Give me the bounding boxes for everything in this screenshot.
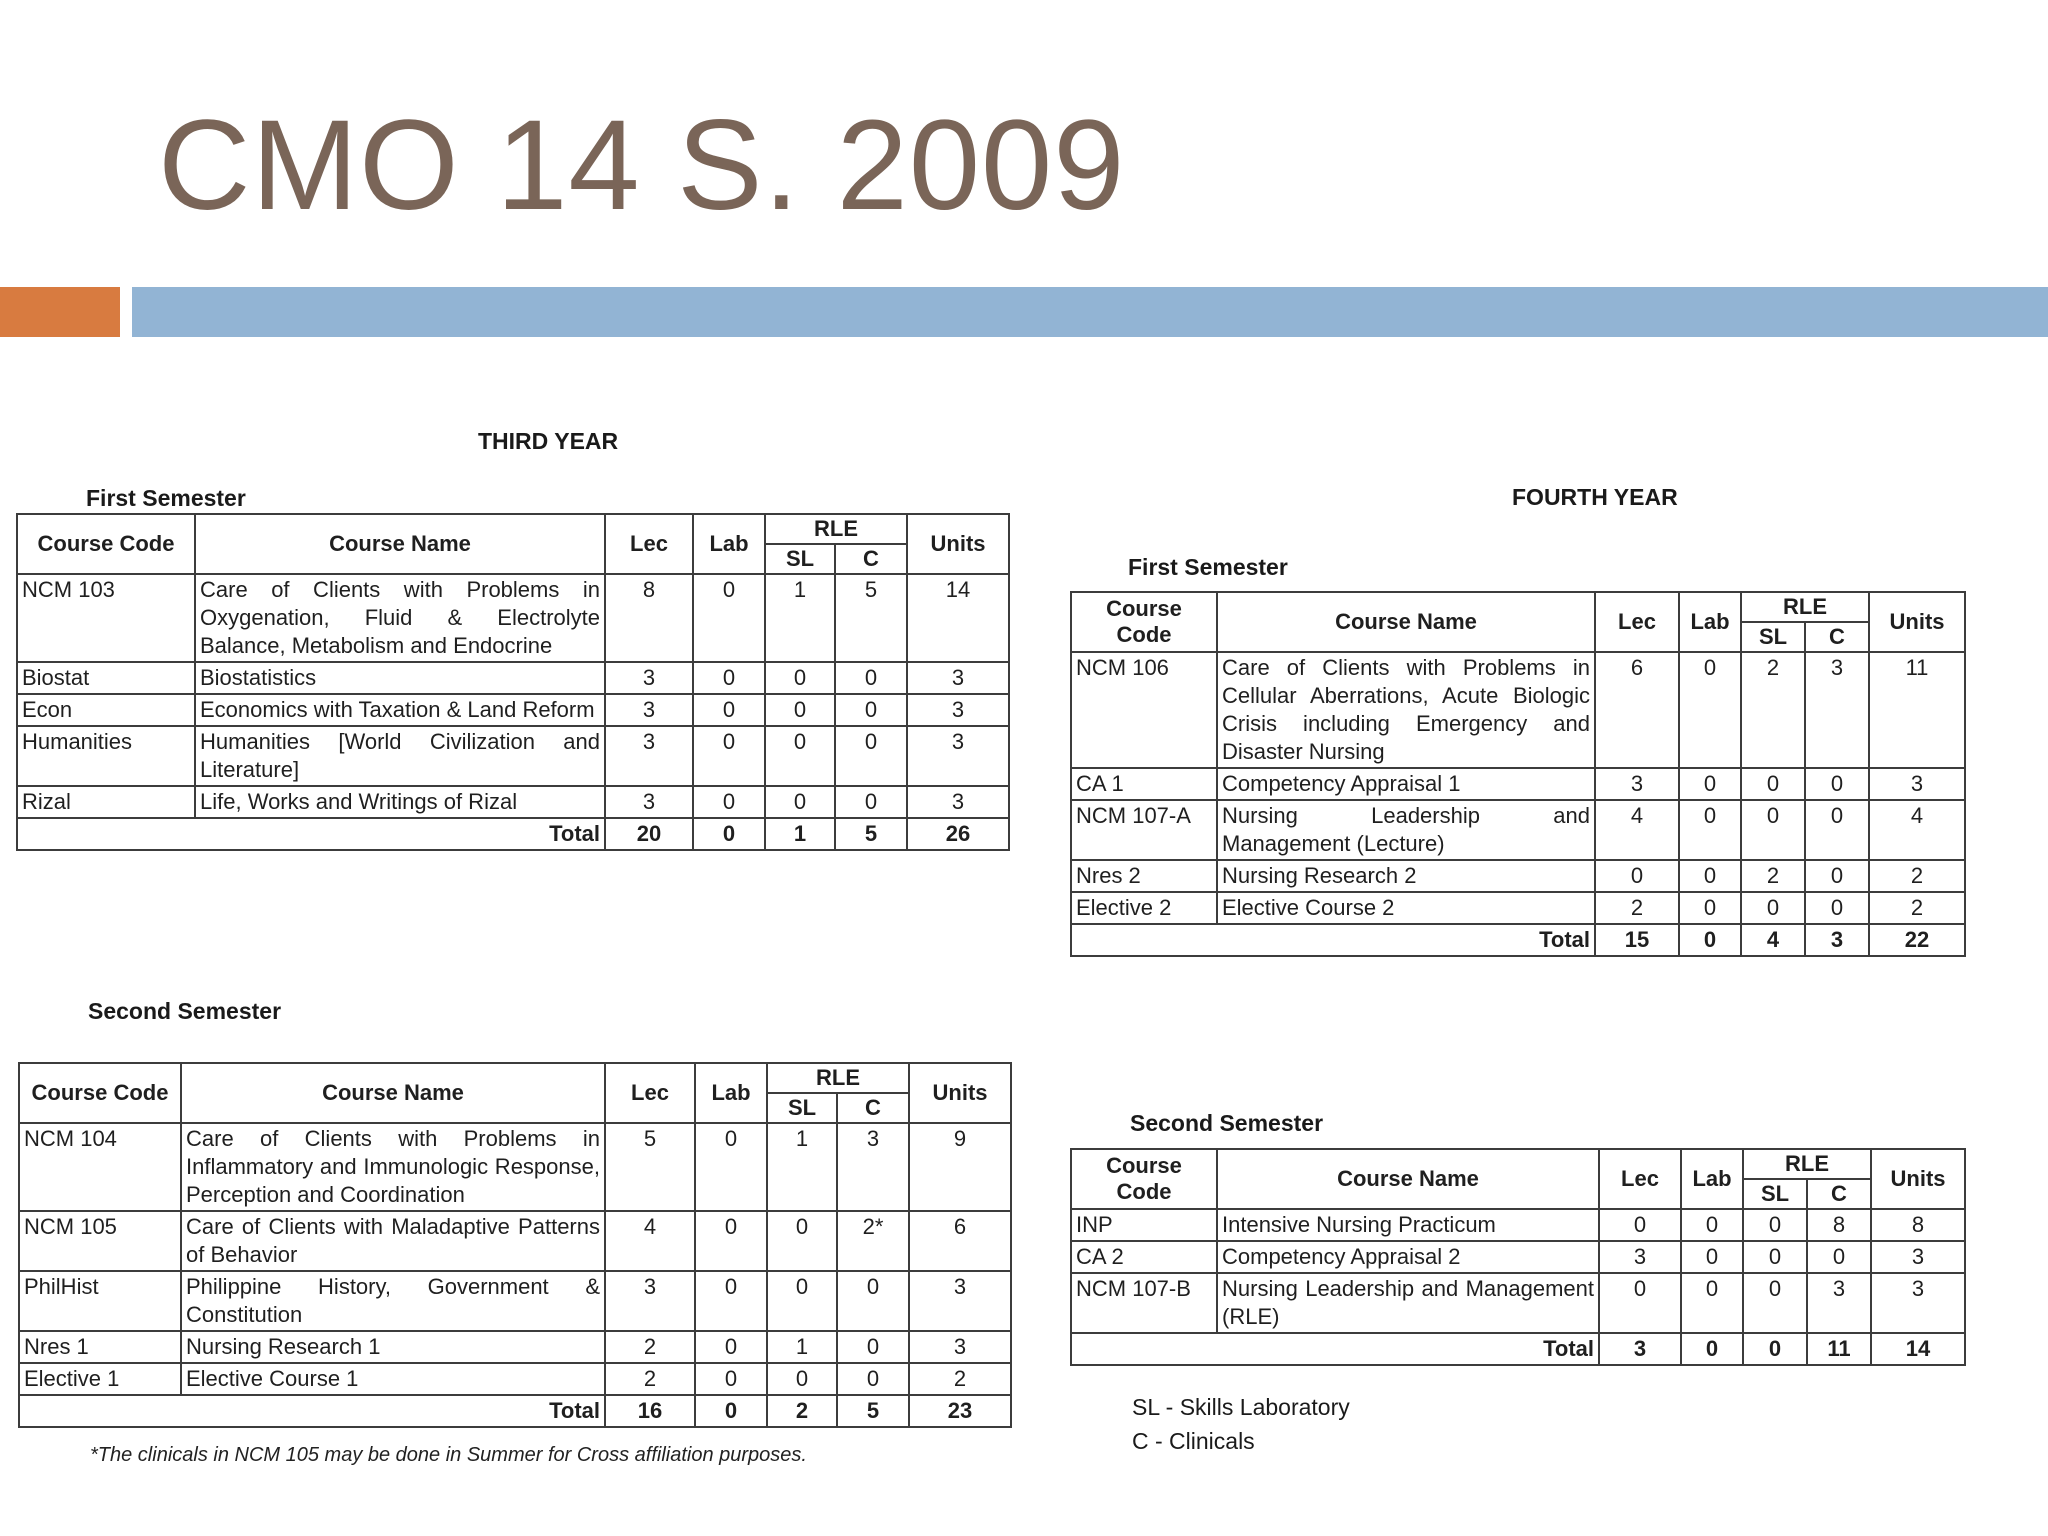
total-c-cell: 3 bbox=[1805, 924, 1869, 956]
lab-cell: 0 bbox=[1679, 652, 1741, 768]
course-code-cell: NCM 106 bbox=[1071, 652, 1217, 768]
units-cell: 3 bbox=[909, 1271, 1011, 1331]
col-header-course-code: Course Code bbox=[19, 1063, 181, 1123]
table-row bbox=[19, 1331, 1011, 1363]
total-lab-cell: 0 bbox=[1681, 1333, 1743, 1365]
col-header-course-name: Course Name bbox=[1217, 1149, 1599, 1209]
lec-cell: 8 bbox=[605, 574, 693, 662]
total-units-cell: 26 bbox=[907, 818, 1009, 850]
total-lab-cell: 0 bbox=[1679, 924, 1741, 956]
total-label: Total bbox=[17, 818, 605, 850]
c-cell: 3 bbox=[1805, 652, 1869, 768]
lec-cell: 3 bbox=[1595, 768, 1679, 800]
course-name-cell: Economics with Taxation & Land Reform bbox=[195, 694, 605, 726]
c-cell: 5 bbox=[835, 574, 907, 662]
table-row bbox=[1071, 860, 1965, 892]
col-header-sl: SL bbox=[767, 1093, 837, 1123]
sl-cell: 0 bbox=[767, 1271, 837, 1331]
third-year-first-sem-table bbox=[16, 513, 1010, 851]
table-row bbox=[17, 574, 1009, 662]
table-row bbox=[19, 1271, 1011, 1331]
slide-title: CMO 14 S. 2009 bbox=[158, 94, 1126, 237]
c-cell: 0 bbox=[835, 726, 907, 786]
col-header-sl: SL bbox=[1743, 1179, 1807, 1209]
sl-cell: 0 bbox=[1741, 800, 1805, 860]
total-c-cell: 11 bbox=[1807, 1333, 1871, 1365]
total-lec-cell: 20 bbox=[605, 818, 693, 850]
units-cell: 11 bbox=[1869, 652, 1965, 768]
total-sl-cell: 0 bbox=[1743, 1333, 1807, 1365]
col-header-units: Units bbox=[909, 1063, 1011, 1123]
units-cell: 2 bbox=[1869, 892, 1965, 924]
units-cell: 3 bbox=[907, 694, 1009, 726]
total-sl-cell: 4 bbox=[1741, 924, 1805, 956]
rle-legend bbox=[1132, 1390, 1350, 1458]
sl-cell: 0 bbox=[1743, 1209, 1807, 1241]
c-cell: 2* bbox=[837, 1211, 909, 1271]
lab-cell: 0 bbox=[1679, 800, 1741, 860]
table-row bbox=[19, 1211, 1011, 1271]
col-header-lab: Lab bbox=[693, 514, 765, 574]
course-code-cell: Elective 1 bbox=[19, 1363, 181, 1395]
course-code-cell: NCM 107-B bbox=[1071, 1273, 1217, 1333]
col-header-sl: SL bbox=[765, 544, 835, 574]
table-row bbox=[17, 786, 1009, 818]
legend-c: C - Clinicals bbox=[1132, 1428, 1255, 1454]
c-cell: 0 bbox=[837, 1331, 909, 1363]
sl-cell: 1 bbox=[767, 1123, 837, 1211]
course-code-cell: Humanities bbox=[17, 726, 195, 786]
sl-cell: 0 bbox=[765, 786, 835, 818]
course-name-cell: Humanities [World Civilization and Literature] bbox=[195, 726, 605, 786]
col-header-rle: RLE bbox=[767, 1063, 909, 1093]
fourth-year-first-sem-label: First Semester bbox=[1128, 554, 1288, 580]
c-cell: 0 bbox=[835, 662, 907, 694]
course-code-cell: NCM 104 bbox=[19, 1123, 181, 1211]
col-header-course-name: Course Name bbox=[181, 1063, 605, 1123]
col-header-units: Units bbox=[1871, 1149, 1965, 1209]
total-lec-cell: 3 bbox=[1599, 1333, 1681, 1365]
total-sl-cell: 1 bbox=[765, 818, 835, 850]
lab-cell: 0 bbox=[695, 1123, 767, 1211]
lab-cell: 0 bbox=[693, 694, 765, 726]
c-cell: 3 bbox=[837, 1123, 909, 1211]
lec-cell: 2 bbox=[605, 1331, 695, 1363]
c-cell: 0 bbox=[1805, 860, 1869, 892]
course-code-cell: Rizal bbox=[17, 786, 195, 818]
c-cell: 0 bbox=[1805, 768, 1869, 800]
total-units-cell: 23 bbox=[909, 1395, 1011, 1427]
fourth-year-second-sem-label: Second Semester bbox=[1130, 1110, 1324, 1136]
ncm105-footnote: *The clinicals in NCM 105 may be done in Summer for Cross affiliation purposes. bbox=[90, 1444, 807, 1466]
total-row bbox=[1071, 1333, 1965, 1365]
lab-cell: 0 bbox=[695, 1211, 767, 1271]
col-header-units: Units bbox=[1869, 592, 1965, 652]
lec-cell: 3 bbox=[605, 726, 693, 786]
col-header-lec: Lec bbox=[1595, 592, 1679, 652]
lab-cell: 0 bbox=[1679, 892, 1741, 924]
col-header-rle: RLE bbox=[765, 514, 907, 544]
lec-cell: 0 bbox=[1599, 1273, 1681, 1333]
course-name-cell: Elective Course 1 bbox=[181, 1363, 605, 1395]
course-name-cell: Nursing Research 1 bbox=[181, 1331, 605, 1363]
sl-cell: 0 bbox=[765, 726, 835, 786]
course-code-cell: NCM 103 bbox=[17, 574, 195, 662]
table-row bbox=[1071, 892, 1965, 924]
lec-cell: 0 bbox=[1599, 1209, 1681, 1241]
c-cell: 0 bbox=[1807, 1241, 1871, 1273]
total-row bbox=[1071, 924, 1965, 956]
col-header-lab: Lab bbox=[695, 1063, 767, 1123]
lab-cell: 0 bbox=[695, 1331, 767, 1363]
units-cell: 3 bbox=[907, 726, 1009, 786]
units-cell: 14 bbox=[907, 574, 1009, 662]
units-cell: 3 bbox=[1869, 768, 1965, 800]
col-header-c: C bbox=[835, 544, 907, 574]
sl-cell: 0 bbox=[1741, 768, 1805, 800]
lab-cell: 0 bbox=[693, 726, 765, 786]
total-lec-cell: 16 bbox=[605, 1395, 695, 1427]
total-lab-cell: 0 bbox=[695, 1395, 767, 1427]
total-sl-cell: 2 bbox=[767, 1395, 837, 1427]
lab-cell: 0 bbox=[1681, 1273, 1743, 1333]
col-header-c: C bbox=[837, 1093, 909, 1123]
sl-cell: 2 bbox=[1741, 860, 1805, 892]
col-header-c: C bbox=[1807, 1179, 1871, 1209]
lec-cell: 5 bbox=[605, 1123, 695, 1211]
course-code-cell: Elective 2 bbox=[1071, 892, 1217, 924]
sl-cell: 0 bbox=[767, 1363, 837, 1395]
table-row bbox=[1071, 800, 1965, 860]
lab-cell: 0 bbox=[693, 662, 765, 694]
table-row bbox=[19, 1123, 1011, 1211]
third-year-second-sem-label: Second Semester bbox=[88, 998, 282, 1024]
col-header-lab: Lab bbox=[1681, 1149, 1743, 1209]
lab-cell: 0 bbox=[695, 1271, 767, 1331]
units-cell: 2 bbox=[909, 1363, 1011, 1395]
course-name-cell: Competency Appraisal 2 bbox=[1217, 1241, 1599, 1273]
total-label: Total bbox=[19, 1395, 605, 1427]
units-cell: 2 bbox=[1869, 860, 1965, 892]
table-row bbox=[1071, 1273, 1965, 1333]
course-name-cell: Biostatistics bbox=[195, 662, 605, 694]
lec-cell: 6 bbox=[1595, 652, 1679, 768]
lab-cell: 0 bbox=[1681, 1209, 1743, 1241]
third-year-heading: THIRD YEAR bbox=[478, 428, 619, 454]
total-row bbox=[17, 818, 1009, 850]
lec-cell: 4 bbox=[605, 1211, 695, 1271]
c-cell: 0 bbox=[1805, 892, 1869, 924]
course-code-cell: NCM 107-A bbox=[1071, 800, 1217, 860]
col-header-lab: Lab bbox=[1679, 592, 1741, 652]
total-row bbox=[19, 1395, 1011, 1427]
units-cell: 3 bbox=[1871, 1273, 1965, 1333]
sl-cell: 0 bbox=[1743, 1273, 1807, 1333]
course-name-cell: Nursing Leadership and Management (RLE) bbox=[1217, 1273, 1599, 1333]
fourth-year-heading: FOURTH YEAR bbox=[1512, 484, 1678, 510]
sl-cell: 0 bbox=[765, 694, 835, 726]
c-cell: 8 bbox=[1807, 1209, 1871, 1241]
course-code-cell: Econ bbox=[17, 694, 195, 726]
course-code-cell: Nres 1 bbox=[19, 1331, 181, 1363]
table-row bbox=[17, 662, 1009, 694]
col-header-course-code: Course Code bbox=[1071, 592, 1217, 652]
title-accent-bar bbox=[132, 287, 2048, 337]
units-cell: 3 bbox=[1871, 1241, 1965, 1273]
fourth-year-first-sem-table bbox=[1070, 591, 1966, 957]
total-label: Total bbox=[1071, 924, 1595, 956]
units-cell: 3 bbox=[907, 786, 1009, 818]
course-name-cell: Elective Course 2 bbox=[1217, 892, 1595, 924]
course-code-cell: PhilHist bbox=[19, 1271, 181, 1331]
lab-cell: 0 bbox=[1679, 768, 1741, 800]
col-header-rle: RLE bbox=[1741, 592, 1869, 622]
table-row bbox=[1071, 1209, 1965, 1241]
lab-cell: 0 bbox=[1679, 860, 1741, 892]
table-row bbox=[17, 726, 1009, 786]
lec-cell: 2 bbox=[1595, 892, 1679, 924]
third-year-first-sem-label: First Semester bbox=[86, 485, 246, 511]
total-lab-cell: 0 bbox=[693, 818, 765, 850]
total-units-cell: 14 bbox=[1871, 1333, 1965, 1365]
col-header-c: C bbox=[1805, 622, 1869, 652]
lec-cell: 3 bbox=[605, 1271, 695, 1331]
c-cell: 0 bbox=[835, 694, 907, 726]
title-accent-orange bbox=[0, 287, 120, 337]
course-name-cell: Care of Clients with Maladaptive Patterns of Behavior bbox=[181, 1211, 605, 1271]
lec-cell: 0 bbox=[1595, 860, 1679, 892]
units-cell: 3 bbox=[909, 1331, 1011, 1363]
total-c-cell: 5 bbox=[835, 818, 907, 850]
sl-cell: 2 bbox=[1741, 652, 1805, 768]
units-cell: 3 bbox=[907, 662, 1009, 694]
lec-cell: 3 bbox=[605, 694, 693, 726]
lec-cell: 4 bbox=[1595, 800, 1679, 860]
lab-cell: 0 bbox=[695, 1363, 767, 1395]
course-code-cell: CA 2 bbox=[1071, 1241, 1217, 1273]
course-code-cell: NCM 105 bbox=[19, 1211, 181, 1271]
total-units-cell: 22 bbox=[1869, 924, 1965, 956]
course-code-cell: Nres 2 bbox=[1071, 860, 1217, 892]
table-row bbox=[19, 1363, 1011, 1395]
sl-cell: 0 bbox=[1743, 1241, 1807, 1273]
c-cell: 0 bbox=[1805, 800, 1869, 860]
course-name-cell: Life, Works and Writings of Rizal bbox=[195, 786, 605, 818]
third-year-second-sem-table bbox=[18, 1062, 1012, 1428]
sl-cell: 0 bbox=[767, 1211, 837, 1271]
sl-cell: 0 bbox=[765, 662, 835, 694]
col-header-lec: Lec bbox=[605, 514, 693, 574]
col-header-rle: RLE bbox=[1743, 1149, 1871, 1179]
c-cell: 3 bbox=[1807, 1273, 1871, 1333]
col-header-course-name: Course Name bbox=[195, 514, 605, 574]
course-name-cell: Competency Appraisal 1 bbox=[1217, 768, 1595, 800]
units-cell: 4 bbox=[1869, 800, 1965, 860]
lec-cell: 3 bbox=[605, 786, 693, 818]
course-code-cell: INP bbox=[1071, 1209, 1217, 1241]
sl-cell: 1 bbox=[767, 1331, 837, 1363]
total-label: Total bbox=[1071, 1333, 1599, 1365]
sl-cell: 1 bbox=[765, 574, 835, 662]
col-header-lec: Lec bbox=[1599, 1149, 1681, 1209]
course-name-cell: Care of Clients with Problems in Cellular Aberrations, Acute Biologic Crisis including Emergency and Disaster Nursing bbox=[1217, 652, 1595, 768]
course-code-cell: Biostat bbox=[17, 662, 195, 694]
course-name-cell: Nursing Research 2 bbox=[1217, 860, 1595, 892]
table-row bbox=[1071, 1241, 1965, 1273]
units-cell: 9 bbox=[909, 1123, 1011, 1211]
lec-cell: 3 bbox=[605, 662, 693, 694]
units-cell: 8 bbox=[1871, 1209, 1965, 1241]
units-cell: 6 bbox=[909, 1211, 1011, 1271]
lec-cell: 3 bbox=[1599, 1241, 1681, 1273]
c-cell: 0 bbox=[835, 786, 907, 818]
fourth-year-second-sem-table bbox=[1070, 1148, 1966, 1366]
col-header-lec: Lec bbox=[605, 1063, 695, 1123]
course-name-cell: Care of Clients with Problems in Inflammatory and Immunologic Response, Perception and Coordination bbox=[181, 1123, 605, 1211]
total-c-cell: 5 bbox=[837, 1395, 909, 1427]
col-header-sl: SL bbox=[1741, 622, 1805, 652]
course-code-cell: CA 1 bbox=[1071, 768, 1217, 800]
sl-cell: 0 bbox=[1741, 892, 1805, 924]
course-name-cell: Nursing Leadership and Management (Lecture) bbox=[1217, 800, 1595, 860]
table-row bbox=[1071, 768, 1965, 800]
course-name-cell: Intensive Nursing Practicum bbox=[1217, 1209, 1599, 1241]
c-cell: 0 bbox=[837, 1363, 909, 1395]
col-header-course-name: Course Name bbox=[1217, 592, 1595, 652]
course-name-cell: Philippine History, Government & Constitution bbox=[181, 1271, 605, 1331]
table-row bbox=[1071, 652, 1965, 768]
lec-cell: 2 bbox=[605, 1363, 695, 1395]
col-header-course-code: Course Code bbox=[1071, 1149, 1217, 1209]
col-header-units: Units bbox=[907, 514, 1009, 574]
table-row bbox=[17, 694, 1009, 726]
c-cell: 0 bbox=[837, 1271, 909, 1331]
course-name-cell: Care of Clients with Problems in Oxygenation, Fluid & Electrolyte Balance, Metabolism and Endocrine bbox=[195, 574, 605, 662]
lab-cell: 0 bbox=[693, 574, 765, 662]
lab-cell: 0 bbox=[1681, 1241, 1743, 1273]
col-header-course-code: Course Code bbox=[17, 514, 195, 574]
total-lec-cell: 15 bbox=[1595, 924, 1679, 956]
lab-cell: 0 bbox=[693, 786, 765, 818]
legend-sl: SL - Skills Laboratory bbox=[1132, 1394, 1350, 1420]
